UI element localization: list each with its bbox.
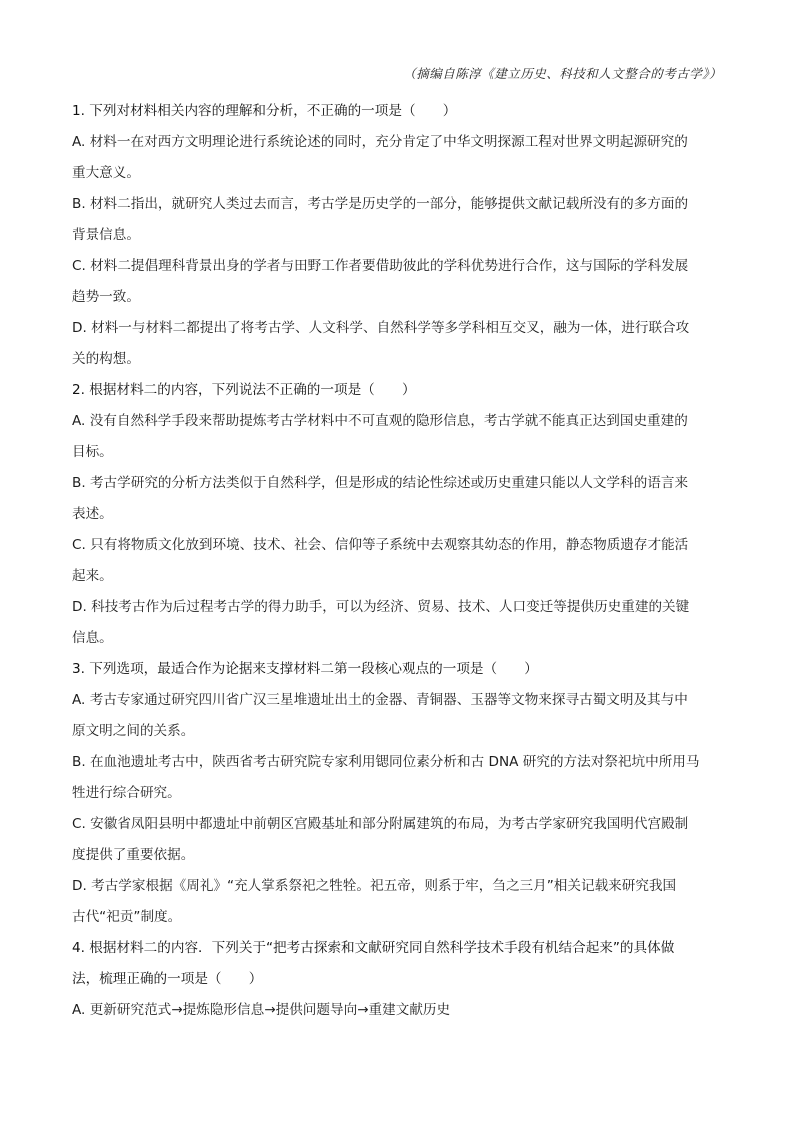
question-stem: 2. 根据材料二的内容，下列说法不正确的一项是（ ） — [72, 382, 416, 398]
option-line: 背景信息。 — [72, 227, 140, 243]
questions-section — [72, 96, 714, 1026]
option-line: 趋势一致。 — [72, 289, 140, 305]
question-1 — [72, 96, 714, 375]
option-line: 目标。 — [72, 444, 113, 460]
option-line: B. 在血池遗址考古中，陕西省考古研究院专家利用锶同位素分析和古 DNA 研究的方法对祭祀坑中所用马 — [72, 754, 700, 770]
option-d — [72, 592, 714, 654]
option-b — [72, 747, 714, 809]
option-line: A. 更新研究范式→提炼隐形信息→提供问题导向→重建文献历史 — [72, 1002, 451, 1018]
option-line: 牲进行综合研究。 — [72, 785, 181, 801]
option-line: A. 材料一在对西方文明理论进行系统论述的同时，充分肯定了中华文明探源工程对世界文明起源研究的 — [72, 134, 688, 150]
option-line: D. 考古学家根据《周礼》“充人掌系祭祀之牲牷。祀五帝，则系于牢，刍之三月”相关记载来研究我国 — [72, 878, 677, 894]
option-a — [72, 127, 714, 189]
option-b — [72, 468, 714, 530]
option-line: B. 考古学研究的分析方法类似于自然科学，但是形成的结论性综述或历史重建只能以人文学科的语言来 — [72, 475, 689, 491]
option-d — [72, 871, 714, 933]
option-line: 表述。 — [72, 506, 113, 522]
option-line: 信息。 — [72, 630, 113, 646]
question-stem: 4. 根据材料二的内容．下列关于“把考古探索和文献研究同自然科学技术手段有机结合起来”的具体做 — [72, 940, 675, 956]
option-c — [72, 251, 714, 313]
option-a — [72, 406, 714, 468]
question-stem: 1. 下列对材料相关内容的理解和分析，不正确的一项是（ ） — [72, 103, 457, 119]
option-c — [72, 530, 714, 592]
option-line: 关的构想。 — [72, 351, 140, 367]
source-citation: （摘编自陈淳《建立历史、科技和人文整合的考古学》） — [403, 66, 722, 81]
option-line: 起来。 — [72, 568, 113, 584]
option-line: D. 科技考古作为后过程考古学的得力助手，可以为经济、贸易、技术、人口变迁等提供历史重建的关键 — [72, 599, 690, 615]
option-line: 度提供了重要依据。 — [72, 847, 195, 863]
question-stem: 3. 下列选项，最适合作为论据来支撑材料二第一段核心观点的一项是（ ） — [72, 661, 538, 677]
option-d — [72, 313, 714, 375]
option-line: C. 只有将物质文化放到环境、技术、社会、信仰等子系统中去观察其幼态的作用，静态物质遗存才能活 — [72, 537, 689, 553]
question-2 — [72, 375, 714, 654]
option-a — [72, 685, 714, 747]
option-line: 古代“祀贡”制度。 — [72, 909, 182, 925]
option-line: A. 没有自然科学手段来帮助提炼考古学材料中不可直观的隐形信息，考古学就不能真正达到国史重建的 — [72, 413, 688, 429]
option-line: 重大意义。 — [72, 165, 140, 181]
option-line: B. 材料二指出，就研究人类过去而言，考古学是历史学的一部分，能够提供文献记载所没有的多方面的 — [72, 196, 689, 212]
option-line: D. 材料一与材料二都提出了将考古学、人文科学、自然科学等多学科相互交叉，融为一体，进行联合攻 — [72, 320, 690, 336]
option-line: 原文明之间的关系。 — [72, 723, 195, 739]
question-4 — [72, 933, 714, 1026]
question-stem: 法，梳理正确的一项是（ ） — [72, 971, 263, 987]
option-line: A. 考古专家通过研究四川省广汉三星堆遗址出土的金器、青铜器、玉器等文物来探寻古蜀文明及其与中 — [72, 692, 688, 708]
question-3 — [72, 654, 714, 933]
option-line: C. 安徽省凤阳县明中都遗址中前朝区宫殿基址和部分附属建筑的布局，为考古学家研究我国明代宫殿制 — [72, 816, 689, 832]
option-line: C. 材料二提倡理科背景出身的学者与田野工作者要借助彼此的学科优势进行合作，这与国际的学科发展 — [72, 258, 689, 274]
option-a — [72, 995, 714, 1026]
option-c — [72, 809, 714, 871]
option-b — [72, 189, 714, 251]
